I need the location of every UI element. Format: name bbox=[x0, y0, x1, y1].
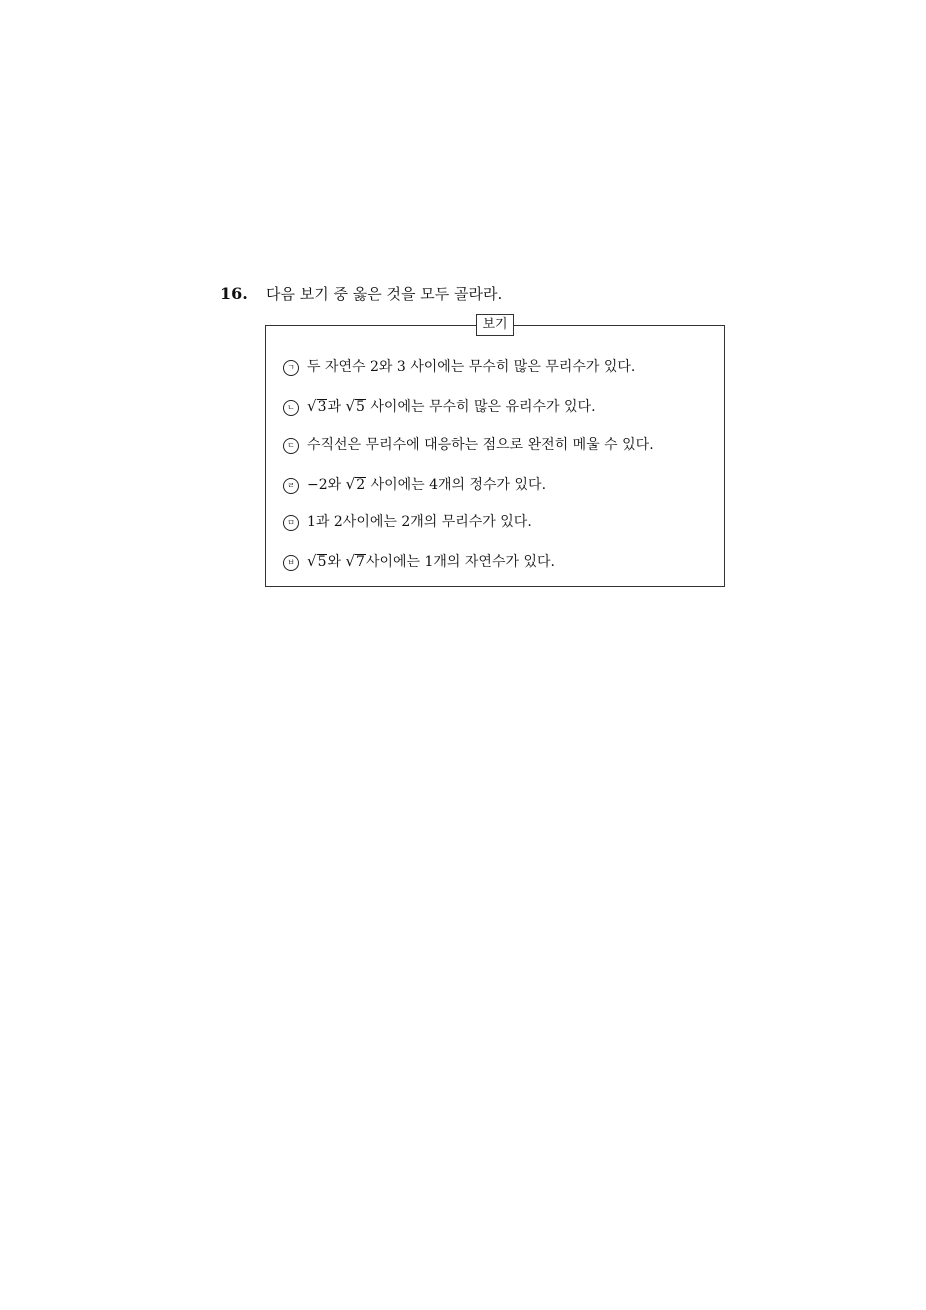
bogi-item-4-rest: 사이에는 4개의 정수가 있다. bbox=[370, 477, 547, 493]
radicand: 3 bbox=[317, 399, 327, 415]
circled-marker-4: ㄹ bbox=[283, 478, 299, 494]
sqrt-expression bbox=[307, 395, 327, 418]
radical-sign: √ bbox=[345, 552, 356, 570]
radicand: 2 bbox=[356, 477, 366, 493]
bogi-item-1 bbox=[283, 356, 635, 378]
bogi-item-2-connector: 과 bbox=[327, 399, 342, 415]
bogi-item-3-text: 수직선은 무리수에 대응하는 점으로 완전히 메울 수 있다. bbox=[307, 437, 654, 453]
bogi-item-1-text: 두 자연수 2와 3 사이에는 무수히 많은 무리수가 있다. bbox=[307, 359, 636, 375]
bogi-item-3 bbox=[283, 434, 654, 456]
bogi-item-6 bbox=[283, 550, 555, 573]
radical-sign: √ bbox=[307, 552, 317, 570]
bogi-item-4 bbox=[283, 473, 546, 496]
bogi-item-2 bbox=[283, 395, 596, 418]
radicand: 5 bbox=[317, 554, 327, 570]
bogi-item-4-pre: −2와 bbox=[307, 477, 342, 493]
radicand: 5 bbox=[356, 399, 365, 415]
circled-marker-5: ㅁ bbox=[283, 515, 299, 531]
radical-sign: √ bbox=[345, 475, 356, 493]
bogi-item-5 bbox=[283, 511, 532, 533]
question-text: 다음 보기 중 옳은 것을 모두 골라라. bbox=[266, 285, 503, 303]
radical-sign: √ bbox=[307, 397, 317, 415]
bogi-title: 보기 bbox=[476, 314, 514, 336]
sqrt-expression bbox=[346, 473, 366, 496]
circled-marker-3: ㄷ bbox=[283, 438, 299, 454]
sqrt-expression bbox=[307, 550, 327, 573]
bogi-item-6-rest: 사이에는 1개의 자연수가 있다. bbox=[365, 554, 555, 570]
radical-sign: √ bbox=[345, 397, 356, 415]
sqrt-expression bbox=[345, 395, 365, 418]
bogi-item-6-connector: 와 bbox=[327, 554, 342, 570]
circled-marker-2: ㄴ bbox=[283, 400, 299, 416]
question-number: 16. bbox=[220, 284, 248, 303]
radicand: 7 bbox=[356, 554, 365, 570]
question-header bbox=[220, 283, 502, 305]
sqrt-expression bbox=[345, 550, 365, 573]
bogi-item-5-text: 1과 2사이에는 2개의 무리수가 있다. bbox=[307, 514, 532, 530]
circled-marker-1: ㄱ bbox=[283, 360, 299, 376]
bogi-item-2-rest: 사이에는 무수히 많은 유리수가 있다. bbox=[370, 399, 596, 415]
circled-marker-6: ㅂ bbox=[283, 555, 299, 571]
